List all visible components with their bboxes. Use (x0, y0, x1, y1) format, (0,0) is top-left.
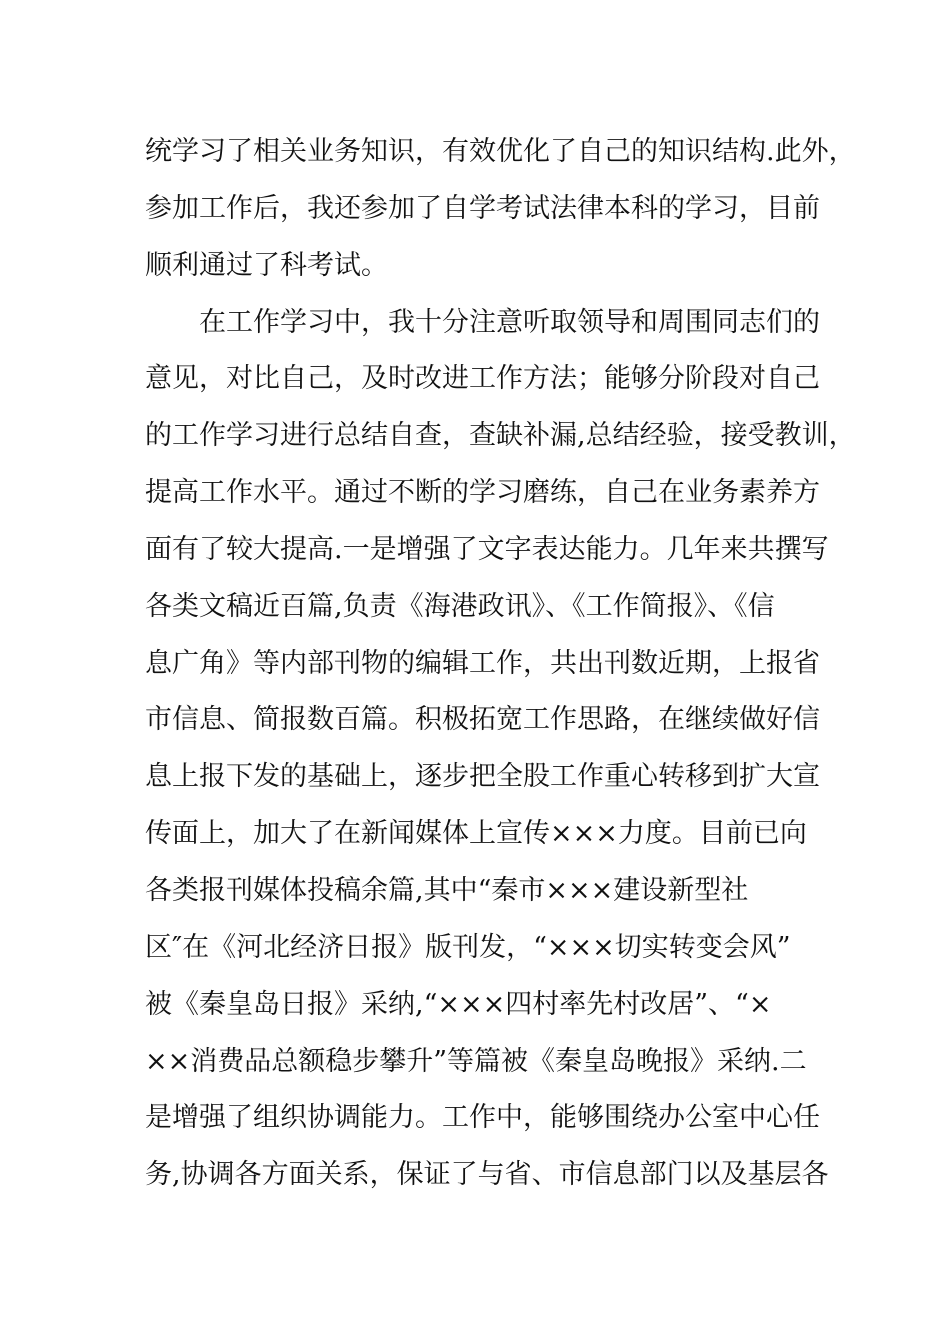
body-text (145, 124, 856, 1204)
text-line: 区″在《河北经济日报》版刊发，“×××切实转变会风” (145, 931, 791, 963)
text-line: 参加工作后，我还参加了自学考试法律本科的学习，目前 (145, 192, 820, 224)
text-line: 是增强了组织协调能力。工作中，能够围绕办公室中心任 (145, 1102, 820, 1134)
text-line: 各类报刊媒体投稿余篇,其中“秦市×××建设新型社 (145, 874, 749, 906)
text-line: 在工作学习中，我十分注意听取领导和周围同志们的 (199, 306, 820, 338)
text-line: 被《秦皇岛日报》采纳,“×××四村率先村改居”、“× (145, 988, 772, 1020)
text-line: 意见，对比自己，及时改进工作方法；能够分阶段对自己 (145, 363, 820, 395)
text-line: 息上报下发的基础上，逐步把全股工作重心转移到扩大宣 (145, 761, 820, 793)
text-line: 各类文稿近百篇,负责《海港政讯》、《工作简报》、《信 (145, 590, 775, 622)
text-line: 统学习了相关业务知识，有效优化了自己的知识结构.此外， (145, 136, 856, 167)
text-line: 传面上，加大了在新闻媒体上宣传×××力度。目前已向 (145, 818, 807, 850)
text-line: 市信息、简报数百篇。积极拓宽工作思路，在继续做好信 (145, 704, 820, 736)
text-line: 息广角》等内部刊物的编辑工作，共出刊数近期，上报省 (145, 647, 820, 679)
text-line: 面有了较大提高.一是增强了文字表达能力。几年来共撰写 (145, 533, 829, 565)
text-line: ××消费品总额稳步攀升”等篇被《秦皇岛晚报》采纳.二 (145, 1045, 807, 1077)
text-line: 顺利通过了科考试。 (145, 249, 388, 281)
text-line: 务,协调各方面关系，保证了与省、市信息部门以及基层各 (145, 1159, 829, 1191)
text-line: 提高工作水平。通过不断的学习磨练，自己在业务素养方 (145, 477, 820, 509)
text-line: 的工作学习进行总结自查，查缺补漏,总结经验，接受教训， (145, 420, 856, 452)
